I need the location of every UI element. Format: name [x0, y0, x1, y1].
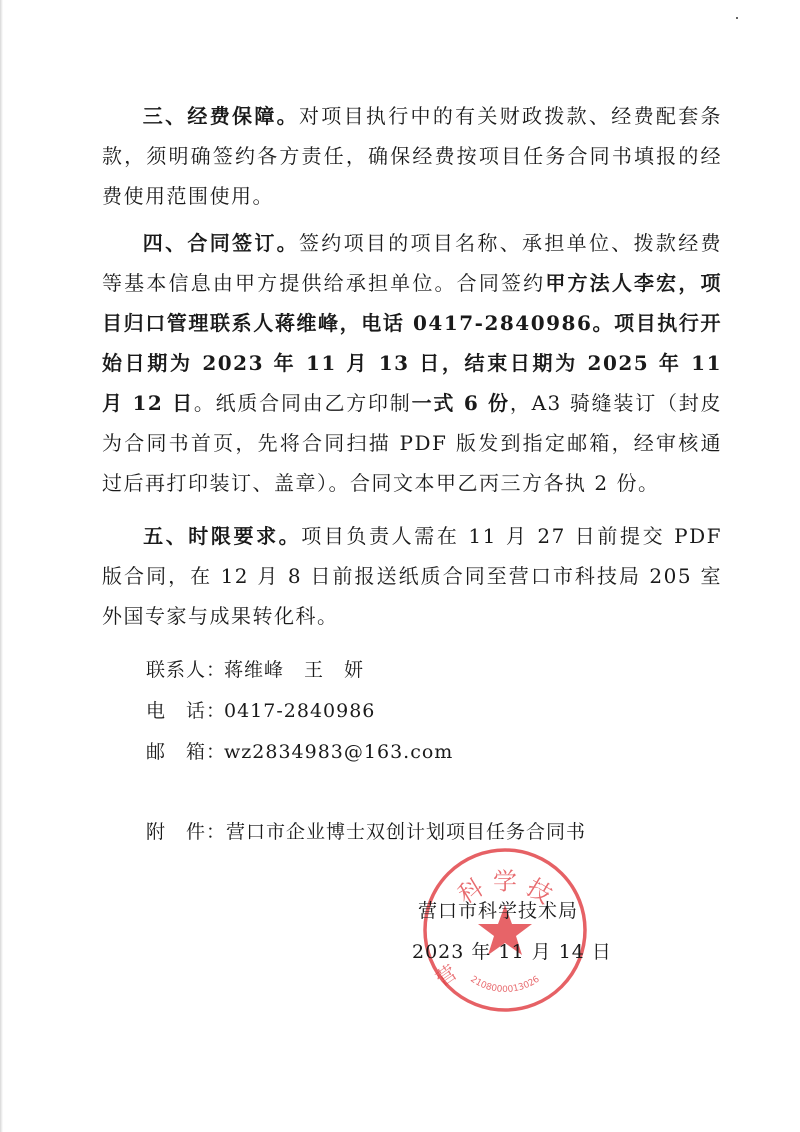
- contact-email-value: wz2834983@163.com: [224, 741, 454, 763]
- contact-email-row: [146, 737, 453, 767]
- contact-phone-row: [146, 696, 375, 726]
- section-deadline-text: 项目负责人需在 11 月 27 日前提交 PDF 版合同，在 12 月 8 日前报送纸质合同至营口市科技局 205 室外国专家与成果转化科。: [102, 524, 722, 628]
- section-signing-heading: 四、合同签订。: [142, 231, 299, 255]
- seal-top-text: 科 学 技: [453, 867, 557, 910]
- section-signing-bold-1: 甲方法人李宏，项目归口管理联系人蒋维峰，电话 0417-2840986。项目执行开始日期为 2023 年 11 月 13 日，结束日期为 2025 年 11 月 12 日: [102, 271, 723, 415]
- contact-phone-label: 电 话：: [146, 700, 227, 722]
- official-seal-stamp: [420, 845, 590, 1015]
- section-funding-heading: 三、经费保障。: [142, 104, 299, 128]
- contact-person-label: 联系人：: [146, 659, 227, 681]
- section-funding: [102, 96, 722, 216]
- issuer-name: 营口市科学技术局: [418, 900, 579, 922]
- section-contract-signing: [102, 223, 722, 503]
- scan-edge-shadow: [0, 0, 3, 1132]
- section-signing-text-1: 签约项目的项目名称、承担单位、拨款经费等基本信息由甲方提供给承担单位。合同签约: [102, 231, 723, 295]
- contact-person-row: [146, 655, 364, 685]
- seal-left-char: 营: [431, 959, 462, 992]
- section-funding-text: 对项目执行中的有关财政拨款、经费配套条款，须明确签约各方责任，确保经费按项目任务合同书填报的经费使用范围使用。: [102, 104, 723, 208]
- attachment-line: [146, 817, 586, 847]
- contact-email-label: 邮 箱：: [146, 741, 227, 763]
- scan-speck: [736, 17, 738, 19]
- issue-date: 2023 年 11 月 14 日: [412, 941, 612, 963]
- section-signing-bold-2: 一式 6 份: [411, 391, 510, 415]
- seal-number: 2108000013026: [468, 974, 542, 995]
- contact-person-value: 蒋维峰 王 妍: [224, 659, 365, 681]
- section-signing-text-2: 。纸质合同由乙方印制: [193, 391, 412, 415]
- section-signing-text-3: ，A3 骑缝装订（封皮为合同书首页，先将合同扫描 PDF 版发到指定邮箱，经审核通过后再打印装订、盖章）。合同文本甲乙丙三方各执 2 份。: [102, 391, 723, 495]
- attachment-value: 营口市企业博士双创计划项目任务合同书: [226, 821, 587, 843]
- section-deadline: [102, 516, 722, 636]
- section-deadline-heading: 五、时限要求。: [142, 524, 302, 548]
- contact-phone-value: 0417-2840986: [224, 700, 376, 722]
- attachment-label: 附 件：: [146, 821, 227, 843]
